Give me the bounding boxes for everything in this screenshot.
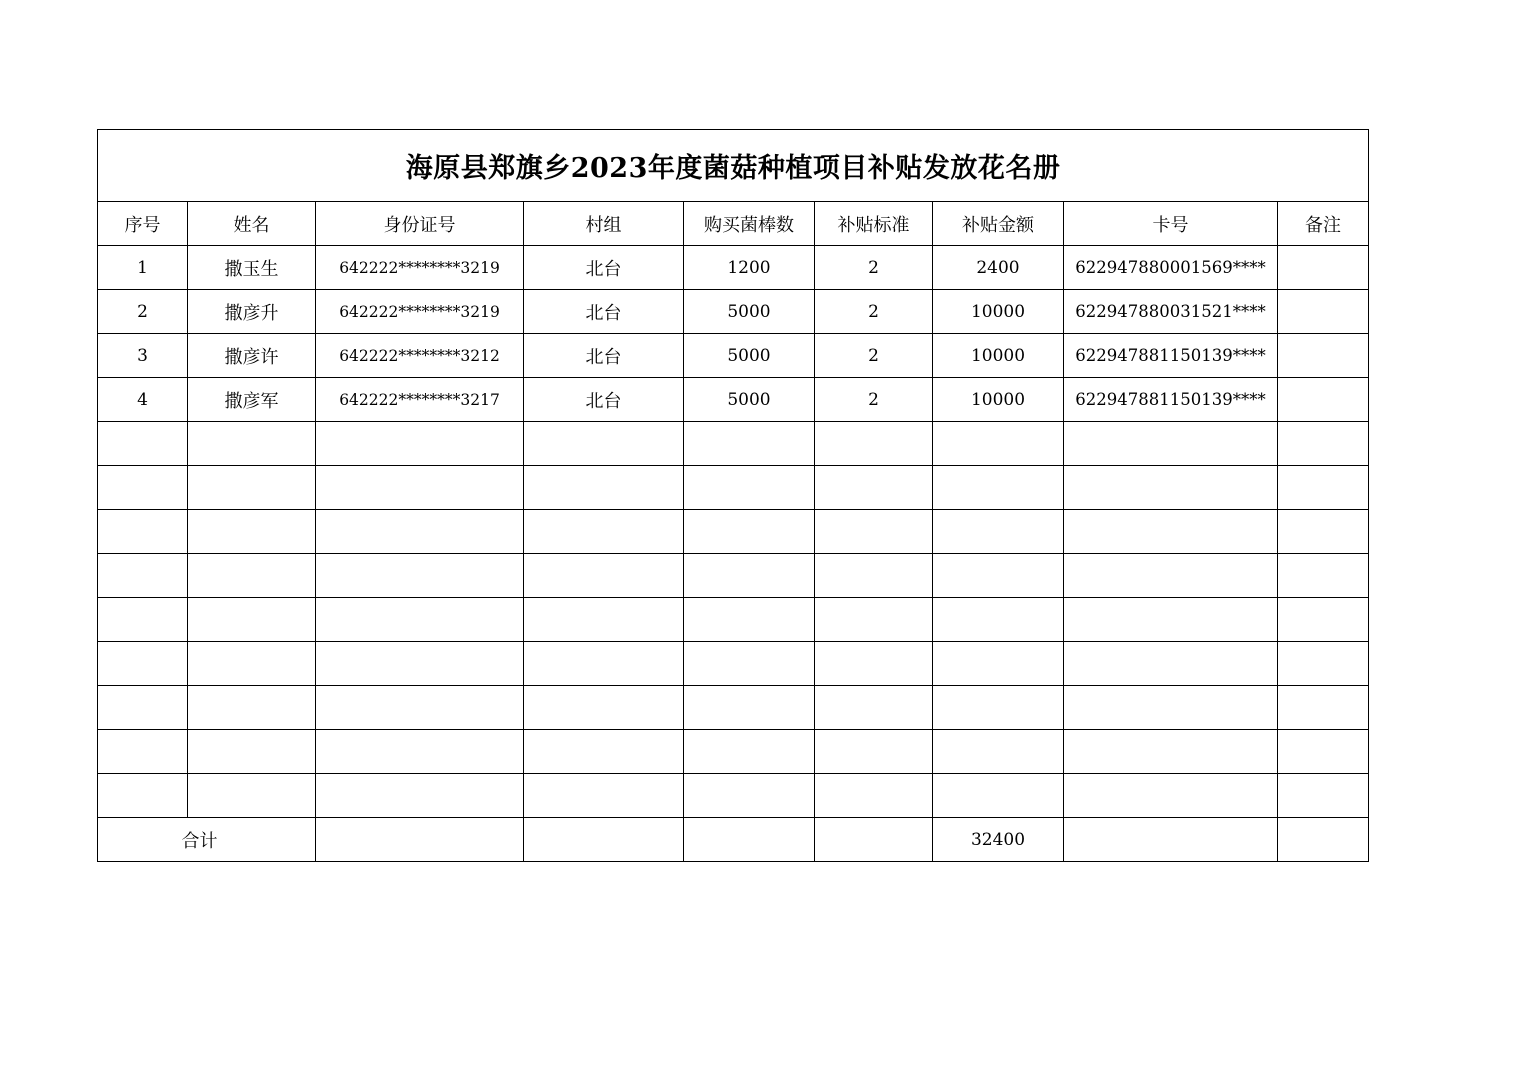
empty-cell <box>933 598 1064 642</box>
empty-table-row <box>98 466 1369 510</box>
cell-quantity: 1200 <box>684 246 815 290</box>
empty-cell <box>815 510 933 554</box>
empty-cell <box>933 730 1064 774</box>
cell-id-number: 642222********3219 <box>316 246 524 290</box>
table-row <box>98 246 1369 290</box>
empty-cell <box>1278 466 1369 510</box>
empty-cell <box>188 422 316 466</box>
empty-cell <box>933 774 1064 818</box>
empty-cell <box>98 422 188 466</box>
total-empty-cell <box>684 818 815 862</box>
empty-table-row <box>98 554 1369 598</box>
cell-seq: 3 <box>98 334 188 378</box>
total-empty-cell <box>1278 818 1369 862</box>
empty-cell <box>684 686 815 730</box>
empty-cell <box>524 686 684 730</box>
empty-cell <box>684 774 815 818</box>
empty-cell <box>1278 598 1369 642</box>
empty-cell <box>1064 466 1278 510</box>
empty-cell <box>316 730 524 774</box>
total-label: 合计 <box>98 818 316 862</box>
empty-cell <box>188 510 316 554</box>
total-empty-cell <box>316 818 524 862</box>
cell-remarks <box>1278 246 1369 290</box>
empty-cell <box>188 466 316 510</box>
empty-cell <box>188 554 316 598</box>
empty-cell <box>98 774 188 818</box>
empty-cell <box>933 466 1064 510</box>
empty-cell <box>98 510 188 554</box>
cell-standard: 2 <box>815 334 933 378</box>
table-row <box>98 290 1369 334</box>
cell-card: 622947881150139**** <box>1064 378 1278 422</box>
empty-table-row <box>98 598 1369 642</box>
empty-cell <box>98 730 188 774</box>
total-empty-cell <box>815 818 933 862</box>
cell-amount: 10000 <box>933 378 1064 422</box>
empty-cell <box>316 554 524 598</box>
empty-cell <box>524 554 684 598</box>
total-amount: 32400 <box>933 818 1064 862</box>
empty-cell <box>524 642 684 686</box>
header-card: 卡号 <box>1064 202 1278 246</box>
empty-cell <box>933 422 1064 466</box>
cell-standard: 2 <box>815 290 933 334</box>
header-seq: 序号 <box>98 202 188 246</box>
empty-cell <box>1278 422 1369 466</box>
cell-village: 北台 <box>524 290 684 334</box>
cell-amount: 2400 <box>933 246 1064 290</box>
cell-amount: 10000 <box>933 334 1064 378</box>
cell-name: 撒玉生 <box>188 246 316 290</box>
empty-cell <box>815 730 933 774</box>
empty-cell <box>316 774 524 818</box>
cell-remarks <box>1278 378 1369 422</box>
empty-cell <box>1064 598 1278 642</box>
empty-cell <box>524 510 684 554</box>
subsidy-roster-table <box>97 129 1369 862</box>
empty-cell <box>684 730 815 774</box>
empty-cell <box>684 554 815 598</box>
cell-village: 北台 <box>524 378 684 422</box>
cell-card: 622947880031521**** <box>1064 290 1278 334</box>
cell-standard: 2 <box>815 246 933 290</box>
header-village: 村组 <box>524 202 684 246</box>
header-id-number: 身份证号 <box>316 202 524 246</box>
title-row <box>98 130 1369 202</box>
empty-cell <box>684 422 815 466</box>
cell-id-number: 642222********3219 <box>316 290 524 334</box>
cell-seq: 4 <box>98 378 188 422</box>
empty-cell <box>933 686 1064 730</box>
empty-cell <box>188 642 316 686</box>
empty-cell <box>524 598 684 642</box>
total-row <box>98 818 1369 862</box>
empty-cell <box>684 642 815 686</box>
empty-table-row <box>98 510 1369 554</box>
empty-cell <box>1064 642 1278 686</box>
empty-cell <box>316 642 524 686</box>
header-row <box>98 202 1369 246</box>
empty-cell <box>815 686 933 730</box>
cell-village: 北台 <box>524 334 684 378</box>
total-empty-cell <box>1064 818 1278 862</box>
cell-village: 北台 <box>524 246 684 290</box>
empty-cell <box>933 554 1064 598</box>
empty-table-row <box>98 686 1369 730</box>
cell-quantity: 5000 <box>684 290 815 334</box>
empty-cell <box>1064 554 1278 598</box>
empty-cell <box>98 466 188 510</box>
empty-cell <box>98 642 188 686</box>
empty-cell <box>933 642 1064 686</box>
cell-card: 622947881150139**** <box>1064 334 1278 378</box>
empty-table-row <box>98 774 1369 818</box>
empty-cell <box>815 466 933 510</box>
empty-cell <box>815 598 933 642</box>
empty-cell <box>684 510 815 554</box>
empty-cell <box>815 774 933 818</box>
empty-cell <box>684 466 815 510</box>
empty-cell <box>524 774 684 818</box>
empty-table-row <box>98 642 1369 686</box>
empty-cell <box>524 466 684 510</box>
empty-cell <box>188 686 316 730</box>
header-standard: 补贴标准 <box>815 202 933 246</box>
cell-quantity: 5000 <box>684 378 815 422</box>
empty-cell <box>188 774 316 818</box>
empty-cell <box>316 422 524 466</box>
empty-cell <box>316 686 524 730</box>
empty-cell <box>1278 554 1369 598</box>
empty-cell <box>1278 686 1369 730</box>
empty-cell <box>316 510 524 554</box>
empty-cell <box>684 598 815 642</box>
empty-table-row <box>98 730 1369 774</box>
cell-seq: 1 <box>98 246 188 290</box>
cell-id-number: 642222********3217 <box>316 378 524 422</box>
empty-cell <box>98 686 188 730</box>
cell-remarks <box>1278 334 1369 378</box>
total-empty-cell <box>524 818 684 862</box>
empty-cell <box>1064 422 1278 466</box>
empty-cell <box>1064 774 1278 818</box>
cell-amount: 10000 <box>933 290 1064 334</box>
empty-cell <box>524 730 684 774</box>
empty-cell <box>98 598 188 642</box>
header-remarks: 备注 <box>1278 202 1369 246</box>
cell-name: 撒彦升 <box>188 290 316 334</box>
empty-cell <box>1278 774 1369 818</box>
empty-cell <box>188 730 316 774</box>
table-row <box>98 378 1369 422</box>
cell-name: 撒彦许 <box>188 334 316 378</box>
empty-cell <box>815 422 933 466</box>
empty-cell <box>316 466 524 510</box>
cell-name: 撒彦军 <box>188 378 316 422</box>
empty-cell <box>524 422 684 466</box>
empty-table-row <box>98 422 1369 466</box>
cell-seq: 2 <box>98 290 188 334</box>
empty-cell <box>1064 510 1278 554</box>
empty-cell <box>1064 686 1278 730</box>
empty-cell <box>815 642 933 686</box>
header-quantity: 购买菌棒数 <box>684 202 815 246</box>
table-row <box>98 334 1369 378</box>
cell-card: 622947880001569**** <box>1064 246 1278 290</box>
header-amount: 补贴金额 <box>933 202 1064 246</box>
table-title: 海原县郑旗乡2023年度菌菇种植项目补贴发放花名册 <box>98 130 1369 202</box>
cell-standard: 2 <box>815 378 933 422</box>
cell-id-number: 642222********3212 <box>316 334 524 378</box>
empty-cell <box>1064 730 1278 774</box>
header-name: 姓名 <box>188 202 316 246</box>
empty-cell <box>1278 642 1369 686</box>
empty-cell <box>316 598 524 642</box>
empty-cell <box>815 554 933 598</box>
cell-remarks <box>1278 290 1369 334</box>
empty-cell <box>933 510 1064 554</box>
cell-quantity: 5000 <box>684 334 815 378</box>
empty-cell <box>188 598 316 642</box>
empty-cell <box>1278 510 1369 554</box>
empty-cell <box>1278 730 1369 774</box>
empty-cell <box>98 554 188 598</box>
